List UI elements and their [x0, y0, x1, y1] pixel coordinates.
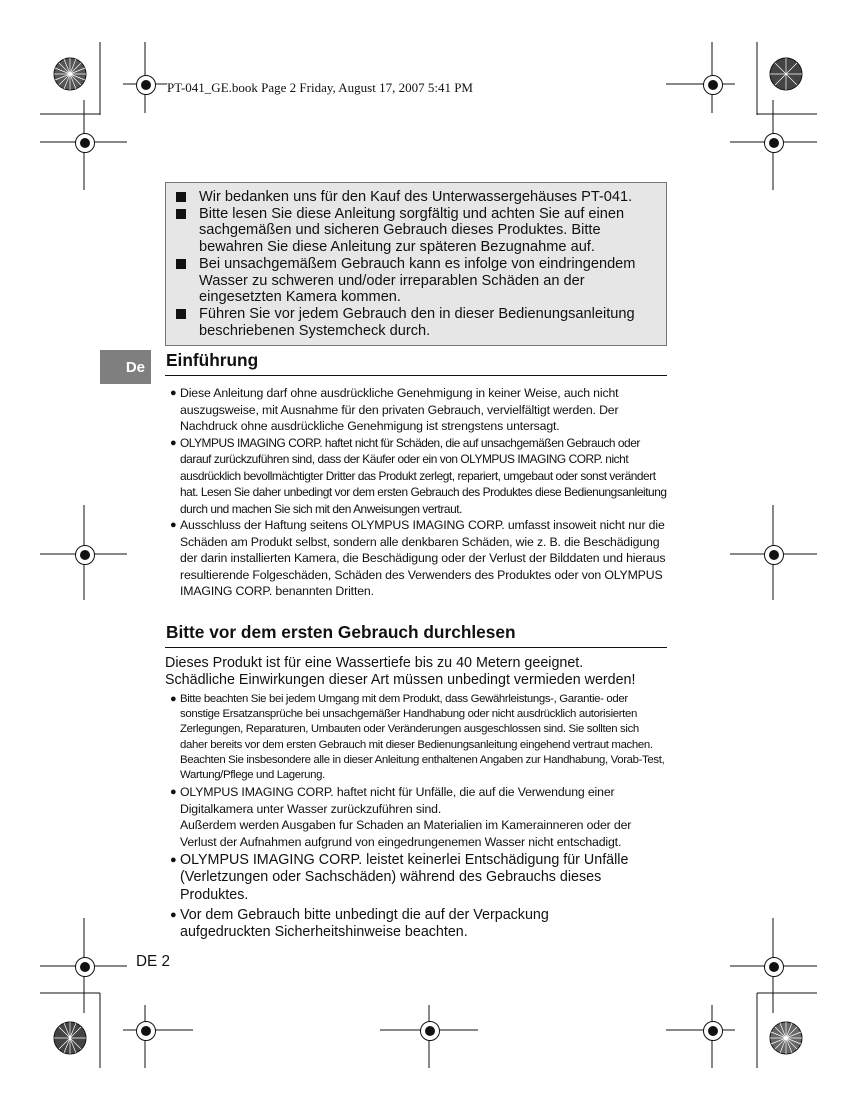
list-item: ● Vor dem Gebrauch bitte unbedingt die auf der Verpackung aufgedruckten Sicherheitshinweise beachten. [170, 906, 549, 941]
print-header: PT-041_GE.book Page 2 Friday, August 17, 2007 5:41 PM [167, 80, 473, 95]
section-heading-read-first: Bitte vor dem ersten Gebrauch durchlesen [166, 622, 516, 642]
bullet-dot-icon: ● [170, 854, 177, 867]
list-item: ● OLYMPUS IMAGING CORP. haftet nicht für Unfälle, die auf die Verwendung einer Digitalkamera unter Wasser zurückzuführen sind. Außerdem werden Ausgaben fur Schaden an Materialien im Kamerainneren oder der Verlust der Aufnahmen aufgrund von eingedrungenemen Wasser nicht entschadigt. [170, 785, 632, 849]
square-bullet-icon [176, 209, 186, 219]
bullet-dot-icon: ● [170, 519, 177, 531]
square-bullet-icon [176, 259, 186, 269]
intro-bullet-list [170, 385, 668, 600]
warning-item: Wir bedanken uns für den Kauf des Unterwassergehäuses PT-041. [174, 189, 658, 206]
list-item: ● OLYMPUS IMAGING CORP. leistet keinerlei Entschädigung für Unfälle (Verletzungen oder Sachschäden) während des Gebrauchs dieses Produktes. [170, 852, 629, 903]
list-item: ● Diese Anleitung darf ohne ausdrückliche Genehmigung in keiner Weise, auch nicht auszugsweise, mit Ausnahme für den privaten Gebrauch, vervielfältigt werden. Der Nachdruck ohne ausdrückliche Genehmigung ist strengstens untersagt. [170, 386, 619, 433]
bullet-dot-icon: ● [170, 908, 177, 921]
heading-rule [165, 647, 667, 648]
square-bullet-icon [176, 309, 186, 319]
list-item: ● Bitte beachten Sie bei jedem Umgang mit dem Produkt, dass Gewährleistungs-, Garantie- oder sonstige Ersatzansprüche bei unsachgemäßer Handhabung oder nicht ausdrücklich autorisierten Zerlegungen, Reparaturen, Umbauten oder Veränderungen ausgeschlossen sind. Sie sollten sich daher bereits vor dem ersten Gebrauch mit dieser Bedienungsanleitung eingehend vertraut machen. Beachten Sie insbesondere alle in dieser Anleitung enthaltenen Angaben zur Handhabung, Vorab-Test, Wartung/Pflege und Lagerung. [170, 692, 668, 783]
bullet-dot-icon: ● [170, 786, 177, 799]
section-heading-intro: Einführung [166, 350, 259, 370]
warning-box [165, 182, 667, 346]
warning-item: Bei unsachgemäßem Gebrauch kann es infolge von eindringendem Wasser zu schweren und/oder irreparablen Schäden an der eingesetzten Kamera kommen. [174, 256, 658, 306]
warning-item: Führen Sie vor jedem Gebrauch den in dieser Bedienungsanleitung beschriebenen Systemcheck durch. [174, 306, 658, 339]
read-first-lead: Dieses Produkt ist für eine Wassertiefe bis zu 40 Metern geeignet. Schädliche Einwirkungen dieser Art müssen unbedingt vermieden werden! [165, 655, 636, 689]
heading-rule [165, 375, 667, 376]
bullet-dot-icon: ● [170, 436, 177, 449]
list-item: ● OLYMPUS IMAGING CORP. haftet nicht für Schäden, die auf unsachgemäßen Gebrauch oder darauf zurückzuführen sind, dass der Käufer oder ein von OLYMPUS IMAGING CORP. nicht ausdrücklich bevollmächtigter Dritter das Produkt zerlegt, repariert, umgebaut oder sonst verändert hat. Lesen Sie daher unbedingt vor dem ersten Gebrauch des Produktes diese Bedienungsanleitung durch und machen Sie sich mit den Anweisungen vertraut. [170, 435, 667, 516]
bullet-dot-icon: ● [170, 387, 177, 399]
square-bullet-icon [176, 192, 186, 202]
page-number: DE 2 [136, 953, 171, 970]
warning-item: Bitte lesen Sie diese Anleitung sorgfältig und achten Sie auf einen sachgemäßen und sicheren Gebrauch dieses Produktes. Bitte bewahren Sie diese Anleitung zur späteren Bezugnahme auf. [174, 206, 658, 256]
read-first-bullet-list [170, 692, 668, 941]
list-item: ● Ausschluss der Haftung seitens OLYMPUS IMAGING CORP. umfasst insoweit nicht nur die Schäden am Produkt selbst, sondern alle denkbaren Schäden, wie z. B. die Beschädigung der darin installierten Kamera, die Beschädigung oder der Verlust der Bilddaten und hieraus resultierende Folgeschäden, Schäden des Verwenders des Produktes oder von OLYMPUS IMAGING CORP. benannten Dritten. [170, 518, 666, 598]
bullet-dot-icon: ● [170, 693, 177, 705]
language-tab: De [100, 350, 151, 384]
